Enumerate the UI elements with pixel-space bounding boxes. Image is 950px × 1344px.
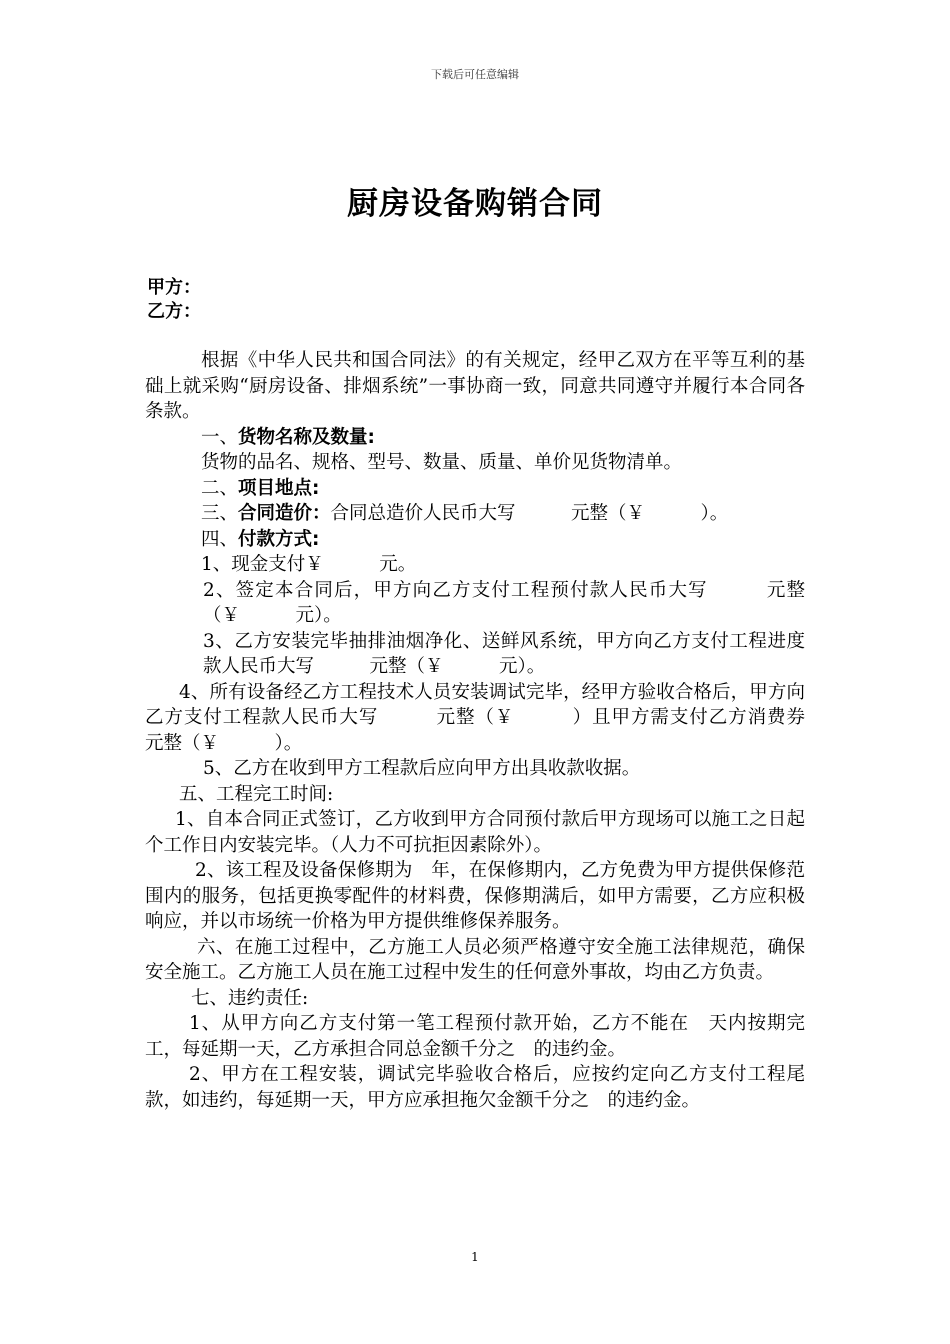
section-4-item-4: 4、所有设备经乙方工程技术人员安装调试完毕，经甲方验收合格后，甲方向乙方支付工程款人民币大写 元整（￥ ）且甲方需支付乙方消费券 元整（￥ ）。 <box>145 681 843 754</box>
section-3-body: 合同总造价人民币大写 元整（￥ ）。 <box>330 503 729 524</box>
party-a-label: 甲方： <box>147 277 201 298</box>
section-6-paragraph: 六、在施工过程中，乙方施工人员必须严格遵守安全施工法律规范，确保安全施工。乙方施工人员在施工过程中发生的任何意外事故，均由乙方负责。 <box>145 936 805 983</box>
intro-paragraph: 根据《中华人民共和国合同法》的有关规定，经甲乙双方在平等互利的基础上就采购“厨房设备、排烟系统”一事协商一致，同意共同遵守并履行本合同各条款。 <box>145 350 805 422</box>
section-4-item-3: 3、乙方安装完毕抽排油烟净化、送鲜风系统，甲方向乙方支付工程进度款人民币大写 元整（￥ 元）。 <box>203 630 805 677</box>
section-7-item-1: 1、从甲方向乙方支付第一笔工程预付款开始，乙方不能在 天内按期完工，每延期一天，乙方承担合同总金额千分之 的违约金。 <box>145 1013 805 1060</box>
header-note: 下载后可任意编辑 <box>431 68 519 81</box>
contract-body <box>145 348 843 1113</box>
section-2-number: 二、 <box>201 477 239 499</box>
section-2-heading <box>145 476 805 502</box>
section-4-title: 付款方式: <box>238 528 320 550</box>
section-4-item-5: 5、乙方在收到甲方工程款后应向甲方出具收款收据。 <box>203 758 641 779</box>
parties-block <box>147 276 201 324</box>
section-2-title: 项目地点: <box>238 477 320 499</box>
section-1-heading <box>145 425 805 451</box>
document-title: 厨房设备购销合同 <box>347 186 603 222</box>
section-1-title: 货物名称及数量: <box>238 426 375 448</box>
section-5-item-1: 1、自本合同正式签订，乙方收到甲方合同预付款后甲方现场可以施工之日起 个工作日内安装完毕。（人力不可抗拒因素除外）。 <box>145 809 824 856</box>
section-4-heading <box>145 527 805 553</box>
section-3-title: 合同造价： <box>238 503 331 524</box>
page-number: 1 <box>471 1250 479 1264</box>
section-3-number: 三、 <box>201 503 239 524</box>
section-4-item-1: 1、现金支付￥ 元。 <box>201 554 417 575</box>
party-b-label: 乙方： <box>147 301 201 322</box>
section-7-heading: 七、违约责任: <box>191 987 309 1009</box>
section-3-paragraph <box>145 501 805 527</box>
section-7-item-2: 2、甲方在工程安装，调试完毕验收合格后，应按约定向乙方支付工程尾款，如违约，每延期一天，甲方应承担拖欠金额千分之 的违约金。 <box>145 1064 805 1111</box>
section-5-item-2: 2、该工程及设备保修期为 年，在保修期内，乙方免费为甲方提供保修范围内的服务，包括更换零配件的材料费，保修期满后，如甲方需要，乙方应积极响应，并以市场统一价格为甲方提供维修保养服务。 <box>145 860 805 932</box>
section-5-heading: 五、工程完工时间: <box>179 783 334 805</box>
section-4-number: 四、 <box>201 528 239 550</box>
section-1-number: 一、 <box>201 426 239 448</box>
section-1-body: 货物的品名、规格、型号、数量、质量、单价见货物清单。 <box>201 452 683 473</box>
section-4-item-2: 2、签定本合同后，甲方向乙方支付工程预付款人民币大写 元整（￥ 元）。 <box>203 579 805 626</box>
